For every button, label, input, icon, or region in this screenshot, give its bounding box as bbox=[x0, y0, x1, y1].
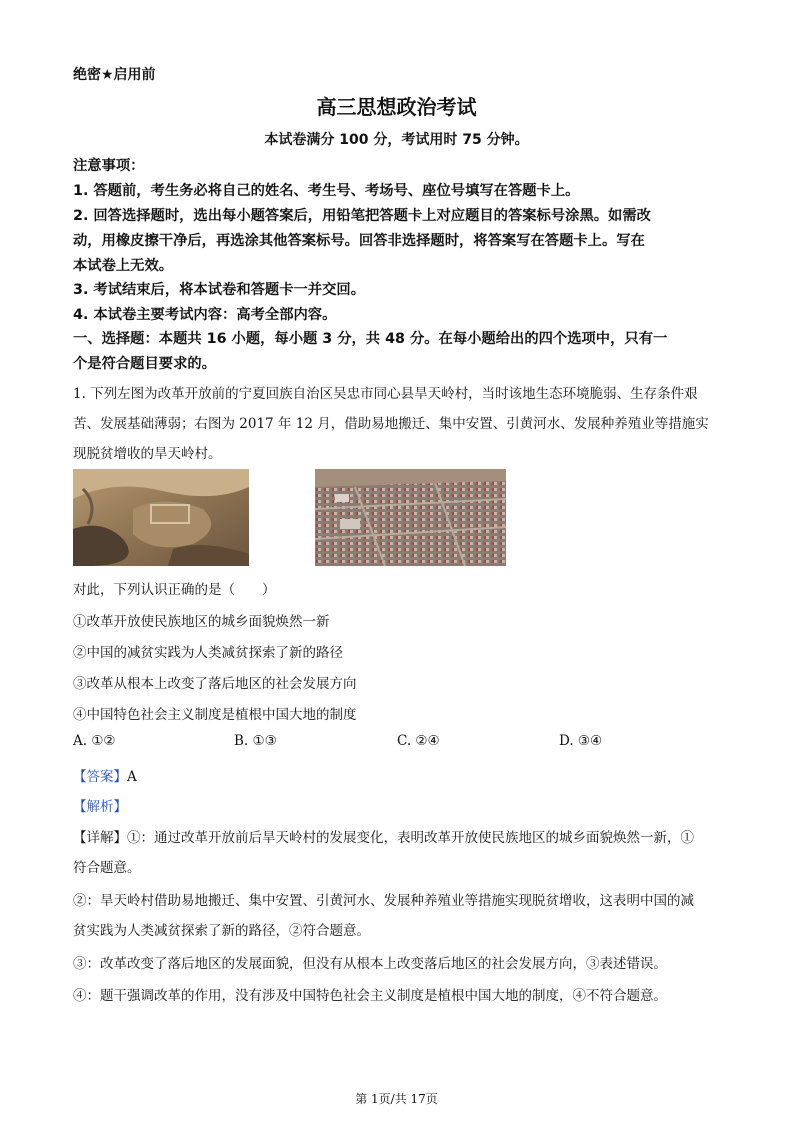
answer-tag: 【答案】 bbox=[73, 769, 127, 785]
option-d: D. ③④ bbox=[559, 733, 603, 749]
notice-line: 1. 答题前，考生务必将自己的姓名、考生号、考场号、座位号填写在答题卡上。 bbox=[73, 183, 580, 199]
statement-4: ④中国特色社会主义制度是植根中国大地的制度 bbox=[73, 707, 357, 723]
statement-3: ③改革从根本上改变了落后地区的社会发展方向 bbox=[73, 676, 357, 692]
option-c: C. ②④ bbox=[397, 733, 440, 749]
notice-line: 3. 考试结束后，将本试卷和答题卡一并交回。 bbox=[73, 282, 365, 298]
exam-subtitle: 本试卷满分 100 分，考试用时 75 分钟。 bbox=[264, 132, 529, 148]
confidential-header: 绝密★启用前 bbox=[73, 67, 156, 83]
analysis-line: 符合题意。 bbox=[73, 860, 141, 876]
statement-1: ①改革开放使民族地区的城乡面貌焕然一新 bbox=[73, 614, 330, 630]
question-stem: 苦、发展基础薄弱；右图为 2017 年 12 月，借助易地搬迁、集中安置、引黄河水、发展种养殖业等措施实 bbox=[73, 416, 709, 432]
answer-line bbox=[73, 765, 137, 785]
section-heading: 一、选择题：本题共 16 小题，每小题 3 分，共 48 分。在每小题给出的四个选项中，只有一 bbox=[73, 331, 668, 347]
detail-tag: 【详解】 bbox=[73, 830, 127, 846]
question-stem: 1. 下列左图为改革开放前的宁夏回族自治区吴忠市同心县旱天岭村，当时该地生态环境脆弱、生存条件艰 bbox=[73, 386, 698, 402]
question-stem: 现脱贫增收的旱天岭村。 bbox=[73, 446, 222, 462]
analysis-line: ③：改革改变了落后地区的发展面貌，但没有从根本上改变落后地区的社会发展方向，③表述错误。 bbox=[73, 956, 667, 972]
analysis-line: ②：旱天岭村借助易地搬迁、集中安置、引黄河水、发展种养殖业等措施实现脱贫增收，这表明中国的减 bbox=[73, 893, 694, 909]
question-prompt: 对此，下列认识正确的是（ ） bbox=[73, 582, 276, 598]
analysis-line: 贫实践为人类减贫探索了新的路径，②符合题意。 bbox=[73, 923, 370, 939]
option-a: A. ①② bbox=[73, 733, 116, 749]
exam-title: 高三思想政治考试 bbox=[316, 95, 477, 119]
photo-after-reform bbox=[315, 469, 506, 566]
notice-heading: 注意事项： bbox=[73, 158, 145, 174]
notice-line: 动，用橡皮擦干净后，再选涂其他答案标号。回答非选择题时，将答案写在答题卡上。写在 bbox=[73, 233, 645, 249]
answer-value: A bbox=[127, 769, 137, 785]
page-footer: 第 1页/共 17页 bbox=[355, 1092, 438, 1106]
notice-line: 本试卷上无效。 bbox=[73, 258, 174, 274]
photo-before-reform bbox=[73, 469, 249, 566]
notice-line: 2. 回答选择题时，选出每小题答案后，用铅笔把答题卡上对应题目的答案标号涂黑。如需改 bbox=[73, 208, 651, 224]
analysis-line bbox=[73, 826, 694, 846]
analysis-tag: 【解析】 bbox=[73, 799, 127, 815]
notice-line: 4. 本试卷主要考试内容：高考全部内容。 bbox=[73, 307, 337, 323]
analysis-line: ④：题干强调改革的作用，没有涉及中国特色社会主义制度是植根中国大地的制度，④不符合题意。 bbox=[73, 988, 667, 1004]
option-b: B. ①③ bbox=[234, 733, 277, 749]
analysis-text: ①：通过改革开放前后旱天岭村的发展变化，表明改革开放使民族地区的城乡面貌焕然一新，① bbox=[127, 830, 694, 846]
statement-2: ②中国的减贫实践为人类减贫探索了新的路径 bbox=[73, 645, 343, 661]
section-heading-cont: 个是符合题目要求的。 bbox=[73, 356, 216, 372]
